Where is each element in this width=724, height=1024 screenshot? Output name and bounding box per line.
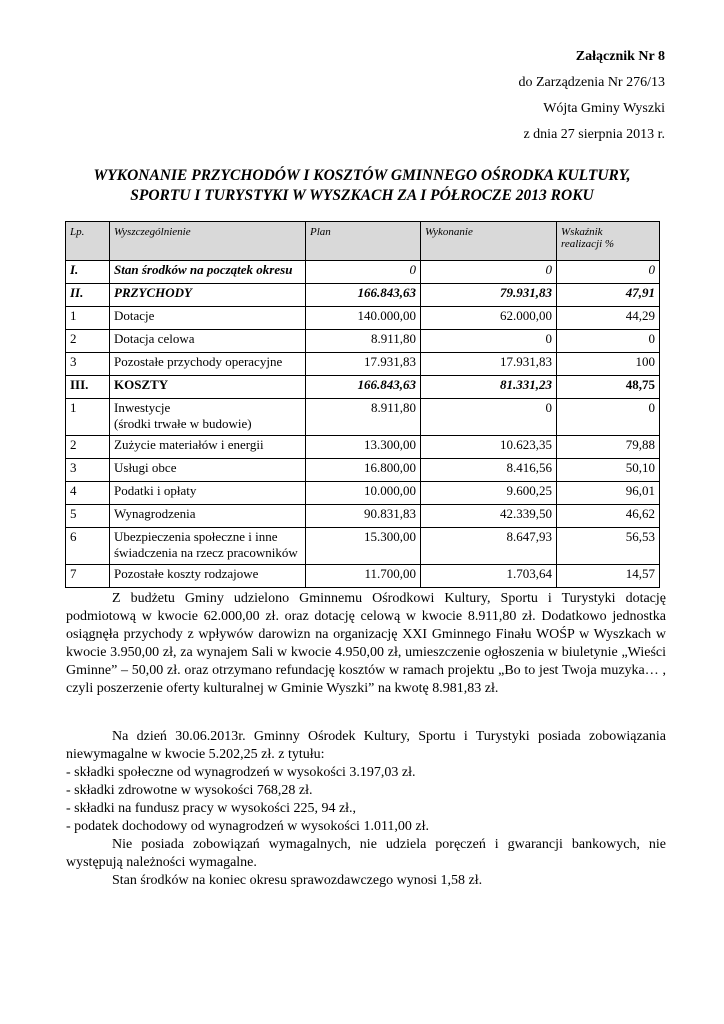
table-cell: 0	[557, 330, 660, 353]
table-cell: 0	[421, 261, 557, 284]
table-cell: 44,29	[557, 307, 660, 330]
table-cell: 8.647,93	[421, 528, 557, 565]
table-cell: 0	[306, 261, 421, 284]
table-cell: 0	[557, 261, 660, 284]
table-cell: 14,57	[557, 565, 660, 588]
table-cell: 56,53	[557, 528, 660, 565]
table-cell: III.	[66, 376, 110, 399]
col-plan: Plan	[306, 222, 421, 261]
table-cell: PRZYCHODY	[110, 284, 306, 307]
issuer: Wójta Gminy Wyszki	[543, 101, 665, 116]
paragraph-end-balance: Stan środków na koniec okresu sprawozdawczego wynosi 1,58 zł.	[112, 873, 483, 888]
table-cell: 17.931,83	[421, 353, 557, 376]
table-row	[66, 482, 660, 505]
table-cell: Usługi obce	[110, 459, 306, 482]
table-cell: 8.911,80	[306, 399, 421, 436]
table-row	[66, 330, 660, 353]
table-cell: 46,62	[557, 505, 660, 528]
table-row	[66, 284, 660, 307]
table-cell: Wynagrodzenia	[110, 505, 306, 528]
table-cell: 166.843,63	[306, 284, 421, 307]
col-lp: Lp.	[66, 222, 110, 261]
paragraph-subsidy: Z budżetu Gminy udzielono Gminnemu Ośrodkowi Kultury, Sportu i Turystyki dotację podmiotową w kwocie 62.000,00 zł. oraz dotację celową w kwocie 8.911,80 zł. Dodatkowo jednostka osiągnęła przychody z wpływów darowizn na organizację XXI Gminnego Finału WOŚP w Wyszkach w kwocie 3.950,00 zł, za wynajem Sali w kwocie 4.950,00 zł, umieszczenie ogłoszenia w biuletynie „Wieści Gminne” – 50,00 zł. oraz otrzymano refundację kosztów w ramach projektu „Bo to jest Twoja muzyka… , czyli poszerzenie oferty kulturalnej w Gminie Wyszki” na kwotę 8.981,83 zł.	[66, 591, 666, 696]
table-cell: 10.623,35	[421, 436, 557, 459]
table-cell: 96,01	[557, 482, 660, 505]
table-row	[66, 261, 660, 284]
regulation-ref: do Zarządzenia Nr 276/13	[518, 75, 665, 90]
table-cell: Zużycie materiałów i energii	[110, 436, 306, 459]
table-cell: 100	[557, 353, 660, 376]
table-cell: 16.800,00	[306, 459, 421, 482]
table-cell: 13.300,00	[306, 436, 421, 459]
liability-item: - składki społeczne od wynagrodzeń w wysokości 3.197,03 zł.	[66, 765, 416, 780]
table-cell: Dotacja celowa	[110, 330, 306, 353]
table-cell: 2	[66, 330, 110, 353]
table-cell: 0	[421, 399, 557, 436]
table-cell: 79.931,83	[421, 284, 557, 307]
table-cell: 10.000,00	[306, 482, 421, 505]
liability-item: - podatek dochodowy od wynagrodzeń w wysokości 1.011,00 zł.	[66, 819, 430, 834]
table-cell: Inwestycje (środki trwałe w budowie)	[110, 399, 306, 436]
title-line-1: WYKONANIE PRZYCHODÓW I KOSZTÓW GMINNEGO OŚRODKA KULTURY,	[93, 167, 631, 184]
table-cell: 90.831,83	[306, 505, 421, 528]
table-cell: 3	[66, 459, 110, 482]
table-row	[66, 459, 660, 482]
table-cell: Podatki i opłaty	[110, 482, 306, 505]
table-cell: 8.416,56	[421, 459, 557, 482]
table-cell: Stan środków na początek okresu	[110, 261, 306, 284]
table-cell: 3	[66, 353, 110, 376]
table-cell: Dotacje	[110, 307, 306, 330]
table-row	[66, 353, 660, 376]
table-row	[66, 505, 660, 528]
table-cell: 166.843,63	[306, 376, 421, 399]
table-cell: 42.339,50	[421, 505, 557, 528]
table-row	[66, 565, 660, 588]
table-cell: 8.911,80	[306, 330, 421, 353]
table-cell: Ubezpieczenia społeczne i inne świadczenia na rzecz pracowników	[110, 528, 306, 565]
table-row	[66, 399, 660, 436]
table-cell: 1	[66, 307, 110, 330]
title-line-2: SPORTU I TURYSTYKI W WYSZKACH ZA I PÓŁROCZE 2013 ROKU	[130, 187, 594, 204]
table-cell: I.	[66, 261, 110, 284]
table-cell: 1.703,64	[421, 565, 557, 588]
table-cell: 11.700,00	[306, 565, 421, 588]
table-cell: 0	[557, 399, 660, 436]
table-cell: Pozostałe koszty rodzajowe	[110, 565, 306, 588]
table-row	[66, 436, 660, 459]
col-exec: Wykonanie	[421, 222, 557, 261]
table-cell: 7	[66, 565, 110, 588]
attachment-number: Załącznik Nr 8	[575, 49, 665, 64]
paragraph-no-overdue: Nie posiada zobowiązań wymagalnych, nie udziela poręczeń i gwarancji bankowych, nie występują należności wymagalne.	[66, 837, 666, 870]
table-cell: 79,88	[557, 436, 660, 459]
table-cell: 4	[66, 482, 110, 505]
issue-date: z dnia 27 sierpnia 2013 r.	[523, 127, 665, 142]
table-cell: 9.600,25	[421, 482, 557, 505]
table-cell: KOSZTY	[110, 376, 306, 399]
table-cell: 2	[66, 436, 110, 459]
table-cell: 17.931,83	[306, 353, 421, 376]
table-cell: 5	[66, 505, 110, 528]
table-cell: Pozostałe przychody operacyjne	[110, 353, 306, 376]
table-cell: 81.331,23	[421, 376, 557, 399]
attachment-header	[518, 44, 665, 148]
table-row	[66, 528, 660, 565]
table-cell: 140.000,00	[306, 307, 421, 330]
table-row	[66, 307, 660, 330]
table-cell: 47,91	[557, 284, 660, 307]
table-cell: 15.300,00	[306, 528, 421, 565]
liability-item: - składki zdrowotne w wysokości 768,28 zł.	[66, 783, 313, 798]
table-cell: 50,10	[557, 459, 660, 482]
financial-table	[65, 221, 660, 588]
liability-item: - składki na fundusz pracy w wysokości 225, 94 zł.,	[66, 801, 357, 816]
table-cell: II.	[66, 284, 110, 307]
table-cell: 6	[66, 528, 110, 565]
table-row	[66, 376, 660, 399]
table-cell: 48,75	[557, 376, 660, 399]
col-ratio: Wskaźnik realizacji %	[557, 222, 660, 261]
table-cell: 1	[66, 399, 110, 436]
table-cell: 62.000,00	[421, 307, 557, 330]
col-desc: Wyszczególnienie	[110, 222, 306, 261]
table-cell: 0	[421, 330, 557, 353]
document-title	[60, 166, 664, 206]
table-header-row	[66, 222, 660, 261]
paragraph-liabilities: Na dzień 30.06.2013r. Gminny Ośrodek Kultury, Sportu i Turystyki posiada zobowiązania niewymagalne w kwocie 5.202,25 zł. z tytułu: - składki społeczne od wynagrodzeń w wysokości 3.197,03 zł. - składki zdrowotne w wysokości 768,28 zł. - składki na fundusz pracy w wysokości 225, 94 zł., - podatek dochodowy od wynagrodzeń w wysokości 1.011,00 zł. Nie posiada zobowiązań wymagalnych, nie udziela poręczeń i gwarancji bankowych, nie występują należności wymagalne. Stan środków na koniec okresu sprawozdawczego wynosi 1,58 zł.	[66, 729, 666, 888]
